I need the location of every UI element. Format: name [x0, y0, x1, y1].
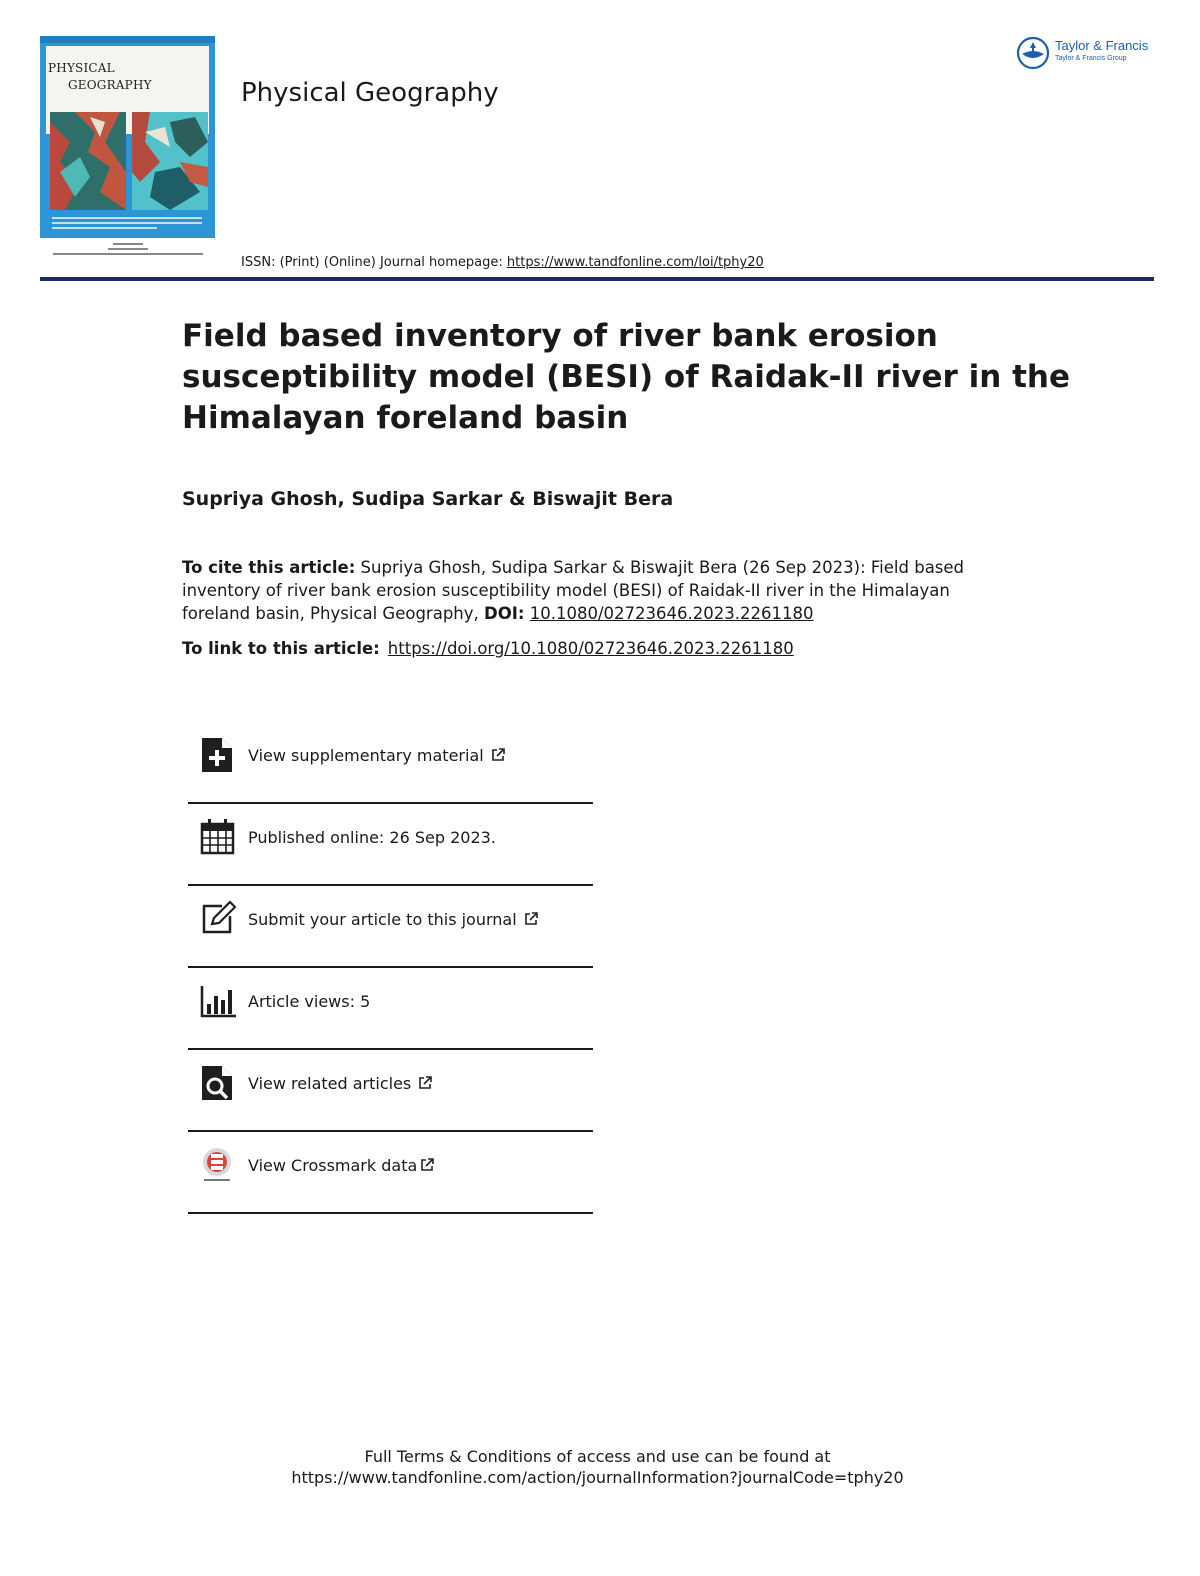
external-link-icon — [417, 1075, 433, 1091]
citation-block — [182, 556, 1012, 625]
footer-terms-link[interactable]: https://www.tandfonline.com/action/journalInformation?journalCode=tphy20 — [291, 1468, 904, 1487]
action-label: Article views: 5 — [248, 992, 371, 1011]
search-document-icon — [200, 1064, 236, 1102]
journal-name[interactable]: Physical Geography — [241, 78, 499, 108]
external-link-icon — [419, 1157, 435, 1173]
cover-title-line2: GEOGRAPHY — [68, 78, 152, 92]
article-views — [188, 968, 593, 1050]
terms-footer — [0, 1446, 1195, 1488]
action-label: View related articles — [248, 1074, 412, 1093]
cover-caption-lines — [52, 214, 202, 229]
action-label: Submit your article to this journal — [248, 910, 517, 929]
external-link-icon — [490, 747, 506, 763]
cover-title — [48, 60, 208, 94]
header-divider — [40, 277, 1154, 281]
edit-icon — [200, 900, 236, 938]
article-actions-list — [188, 722, 593, 1214]
crossmark-icon — [200, 1146, 236, 1184]
bar-chart-icon — [200, 982, 236, 1020]
journal-cover-image — [40, 36, 215, 272]
action-label: View supplementary material — [248, 746, 484, 765]
footer-line1: Full Terms & Conditions of access and use can be found at — [364, 1447, 831, 1466]
article-link[interactable]: https://doi.org/10.1080/02723646.2023.2261180 — [387, 639, 794, 658]
view-related-articles[interactable] — [188, 1050, 593, 1132]
cite-label: To cite this article: — [182, 558, 356, 577]
issn-line — [241, 255, 764, 270]
cite-text: Supriya Ghosh, Sudipa Sarkar & Biswajit Bera (26 Sep 2023): Field based inventory of river bank erosion susceptibility model (BESI) of Raidak-II river in the Himalayan foreland basin, Physical Geography, — [182, 558, 965, 623]
action-label: View Crossmark data — [248, 1156, 418, 1175]
journal-homepage-link[interactable]: https://www.tandfonline.com/loi/tphy20 — [506, 255, 764, 270]
view-crossmark-data[interactable] — [188, 1132, 593, 1214]
publisher-logo[interactable] — [1016, 36, 1161, 72]
publisher-name: Taylor & Francis — [1055, 38, 1149, 53]
link-label: To link to this article: — [182, 639, 380, 658]
cover-top-bar — [40, 36, 215, 43]
calendar-icon — [200, 818, 236, 856]
doi-label: DOI: — [484, 604, 525, 623]
action-label: Published online: 26 Sep 2023. — [248, 828, 496, 847]
publisher-subtitle: Taylor & Francis Group — [1055, 55, 1127, 62]
issn-text: ISSN: (Print) (Online) Journal homepage: — [241, 255, 507, 270]
submit-article[interactable] — [188, 886, 593, 968]
article-link-line — [182, 639, 794, 658]
article-authors[interactable]: Supriya Ghosh, Sudipa Sarkar & Biswajit Bera — [182, 488, 674, 510]
published-online — [188, 804, 593, 886]
doi-link[interactable]: 10.1080/02723646.2023.2261180 — [529, 604, 814, 623]
add-file-icon — [200, 736, 236, 774]
external-link-icon — [523, 911, 539, 927]
taylor-francis-logo-icon — [1016, 36, 1050, 70]
article-title: Field based inventory of river bank erosion susceptibility model (BESI) of Raidak-II river in the Himalayan foreland basin — [182, 318, 1070, 436]
view-supplementary-material[interactable] — [188, 722, 593, 804]
cover-editors-lines — [40, 240, 215, 255]
cover-satellite-images — [50, 112, 208, 214]
cover-title-line1: PHYSICAL — [48, 61, 115, 75]
